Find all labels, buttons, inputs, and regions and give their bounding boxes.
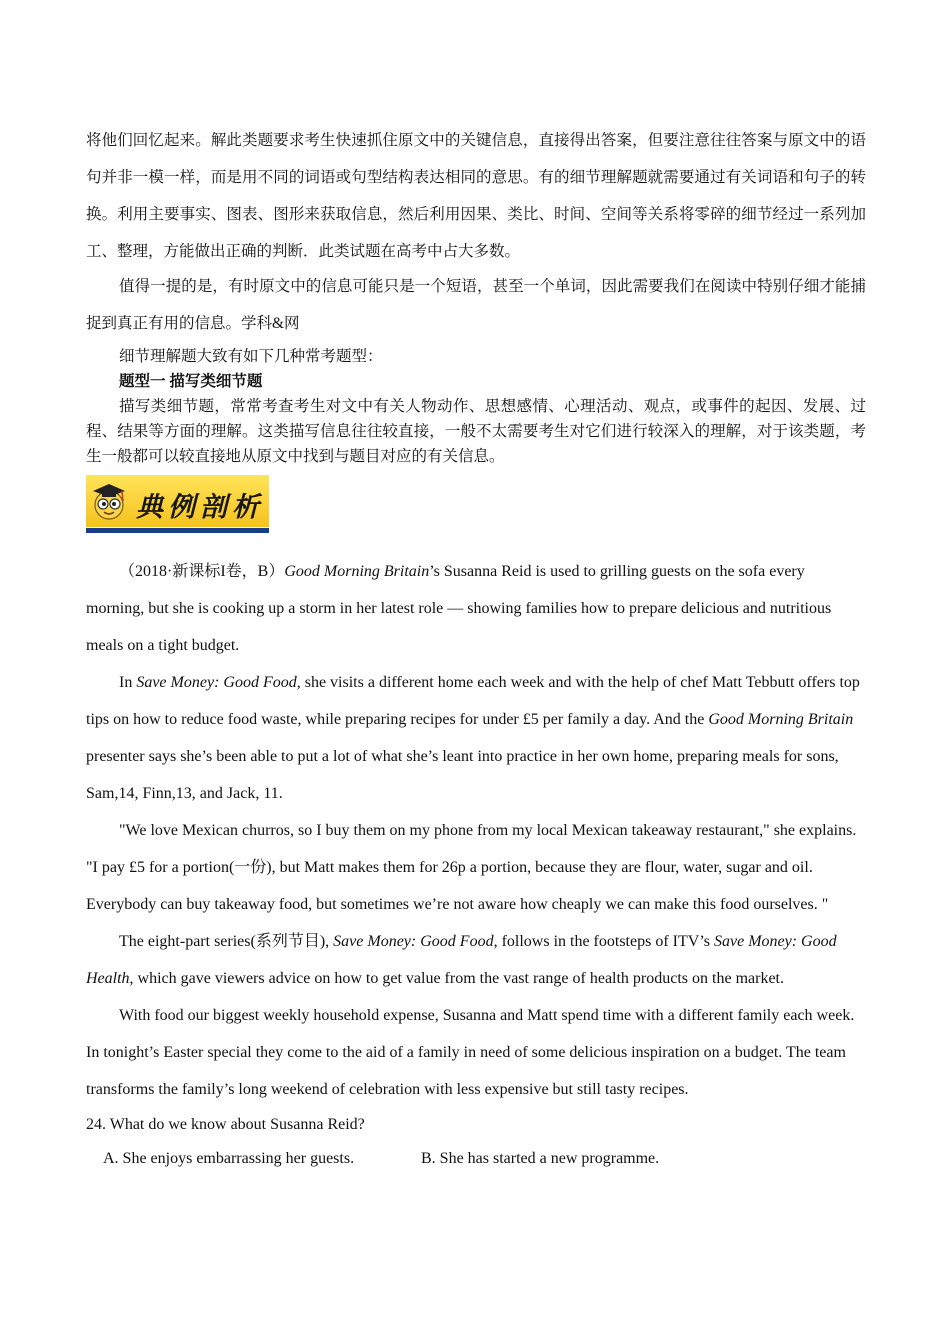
passage-paragraph: "We love Mexican churros, so I buy them on my phone from my local Mexican takeaway restaurant," she explains. "I pay £5 for a portion(一份), but Matt makes them for 26p a portion, because they are flour, water, sugar and oil. Everybody can buy takeaway food, but sometimes we’re not aware how cheaply we can make this food ourselves. "	[86, 822, 857, 913]
show-title: Good Morning Britain	[708, 711, 854, 728]
example-analysis-banner	[86, 475, 269, 535]
passage-text: , follows in the footsteps of ITV’s	[493, 933, 714, 950]
passage-text: , she visits a different home each week and with the help of chef Matt Tebbutt offers top tips on how to reduce food waste, while preparing recipes for under £5 per family a day. And the	[86, 674, 860, 728]
show-title: Save Money: Good Health	[86, 933, 837, 987]
passage-text: In	[119, 674, 137, 691]
passage-paragraph	[86, 923, 866, 997]
type-heading: 题型一 描写类细节题	[119, 373, 263, 390]
type-description: 描写类细节题，常常考查考生对文中有关人物动作、思想感情、心理活动、观点，或事件的起因、发展、过程、结果等方面的理解。这类描写信息往往较直接，一般不太需要考生对它们进行较深入的理解，对于该类题，考生一般都可以较直接地从原文中找到与题目对应的有关信息。	[86, 398, 866, 465]
option-a[interactable]: A. She enjoys embarrassing her guests.	[103, 1150, 355, 1167]
banner-underline	[86, 528, 269, 533]
show-title: Save Money: Good Food	[333, 933, 494, 950]
answer-options	[86, 1142, 866, 1176]
passage-text: presenter says she’s been able to put a lot of what she’s leant into practice in her own home, preparing meals for sons, Sam,14, Finn,13, and Jack, 11.	[86, 748, 839, 802]
passage-paragraph	[86, 664, 866, 812]
show-title: Good Morning Britain	[284, 563, 430, 580]
passage-text: ’s Susanna Reid is used to grilling guests on the sofa every morning, but she is cooking up a storm in her latest role — showing families how to prepare delicious and nutritious meals on a tight budget.	[86, 563, 832, 654]
intro-paragraph: 值得一提的是，有时原文中的信息可能只是一个短语，甚至一个单词，因此需要我们在阅读中特别仔细才能捕捉到真正有用的信息。学科&网	[86, 278, 866, 332]
option-b[interactable]: B. She has started a new programme.	[421, 1150, 660, 1167]
banner-title: 典例剖析	[136, 492, 264, 523]
question-types-intro: 细节理解题大致有如下几种常考题型：	[119, 348, 383, 365]
passage-paragraph: With food our biggest weekly household expense, Susanna and Matt spend time with a different family each week. In tonight’s Easter special they come to the aid of a family in need of some delicious inspiration on a budget. The team transforms the family’s long weekend of celebration with less expensive but still tasty recipes.	[86, 1007, 855, 1098]
show-title: Save Money: Good Food	[136, 674, 297, 691]
passage-text: , which gave viewers advice on how to get value from the vast range of health products on the market.	[129, 970, 784, 987]
question-stem: 24. What do we know about Susanna Reid?	[86, 1116, 365, 1133]
scholar-mascot-icon	[89, 481, 129, 521]
intro-paragraph: 将他们回忆起来。解此类题要求考生快速抓住原文中的关键信息，直接得出答案，但要注意往往答案与原文中的语句并非一模一样，而是用不同的词语或句型结构表达相同的意思。有的细节理解题就需要通过有关词语和句子的转换。利用主要事实、图表、图形来获取信息，然后利用因果、类比、时间、空间等关系将零碎的细节经过一系列加工、整理，方能做出正确的判断．此类试题在高考中占大多数。	[86, 132, 866, 260]
passage-text: The eight-part series(系列节目),	[119, 933, 334, 950]
source-label: （2018·新课标I卷，B）	[119, 563, 285, 580]
document-page	[86, 122, 866, 1176]
passage-paragraph	[86, 553, 866, 664]
